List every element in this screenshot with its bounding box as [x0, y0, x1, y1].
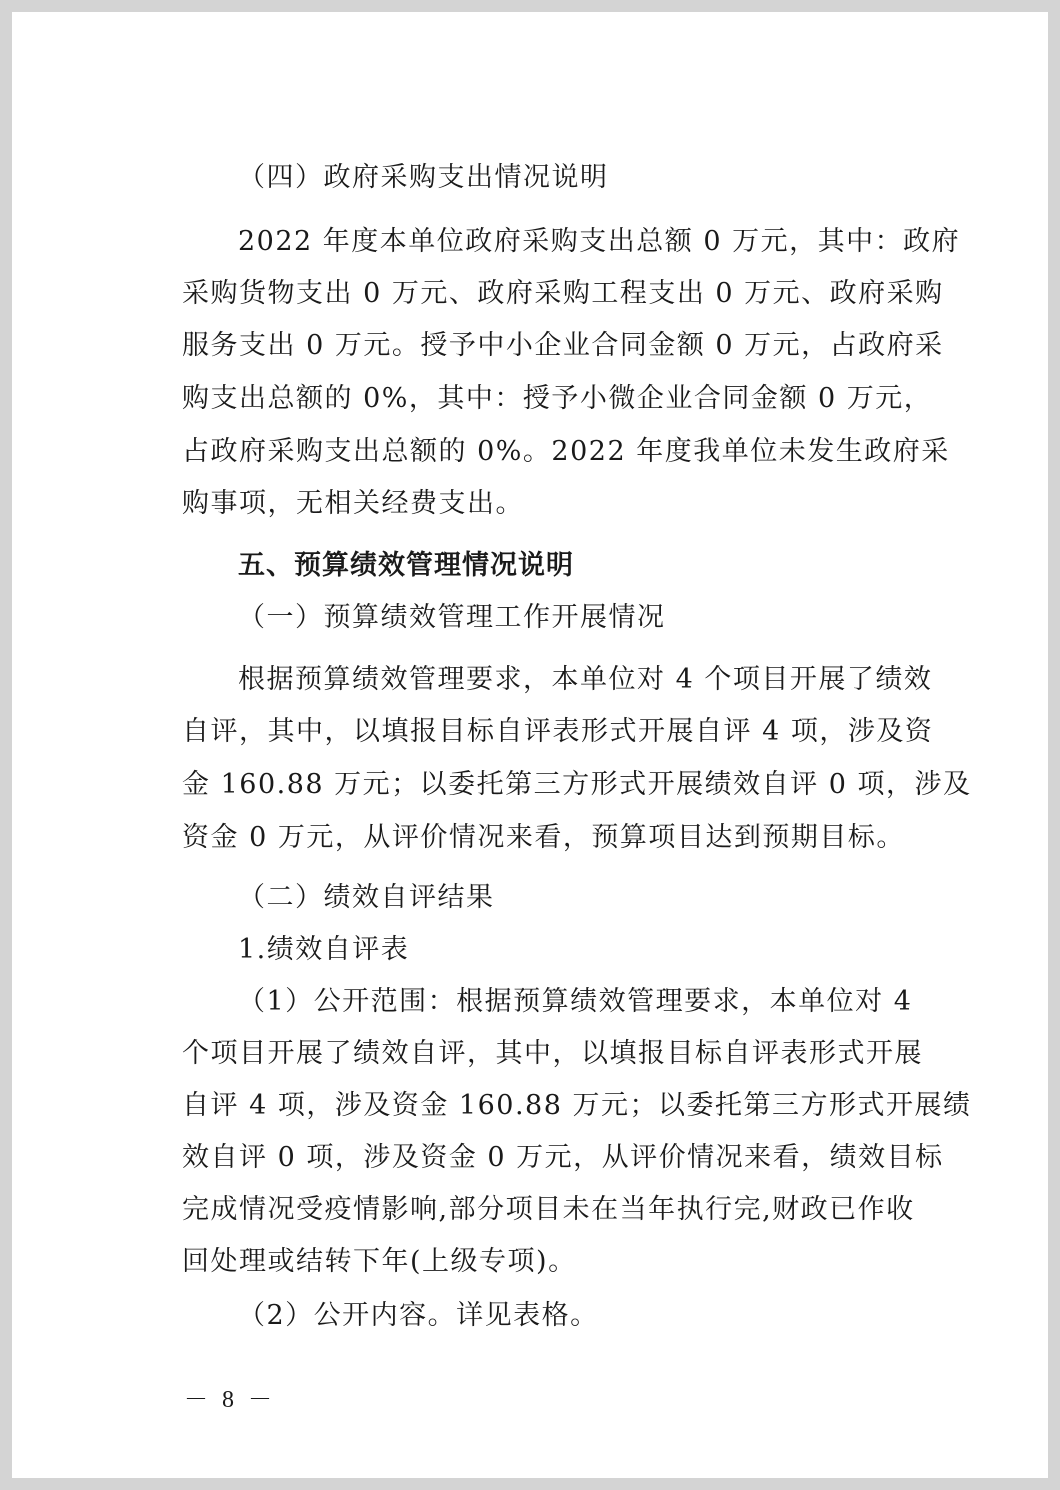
- paragraph-line: 服务支出 0 万元。授予中小企业合同金额 0 万元，占政府采: [182, 330, 944, 361]
- paragraph-line: 完成情况受疫情影响,部分项目未在当年执行完,财政已作收: [182, 1194, 915, 1225]
- paragraph-line: 金 160.88 万元；以委托第三方形式开展绩效自评 0 项，涉及: [182, 769, 972, 800]
- section-heading: （一）预算绩效管理工作开展情况: [238, 602, 666, 633]
- section-heading: （四）政府采购支出情况说明: [238, 162, 609, 193]
- paragraph-line: 根据预算绩效管理要求，本单位对 4 个项目开展了绩效: [238, 664, 933, 695]
- paragraph-line: 效自评 0 项，涉及资金 0 万元，从评价情况来看，绩效目标: [182, 1142, 944, 1173]
- paragraph-line: 2022 年度本单位政府采购支出总额 0 万元，其中：政府: [238, 226, 961, 257]
- paragraph-line: 占政府采购支出总额的 0%。2022 年度我单位未发生政府采: [182, 436, 950, 467]
- paragraph-line: 自评，其中，以填报目标自评表形式开展自评 4 项，涉及资: [182, 716, 934, 747]
- paragraph-line: 自评 4 项，涉及资金 160.88 万元；以委托第三方形式开展绩: [182, 1090, 972, 1121]
- paragraph-line: （2）公开内容。详见表格。: [238, 1300, 599, 1331]
- subsection-heading: 1.绩效自评表: [238, 934, 410, 965]
- paragraph-line: 购支出总额的 0%，其中：授予小微企业合同金额 0 万元，: [182, 383, 933, 414]
- chapter-heading: 五、预算绩效管理情况说明: [238, 550, 574, 581]
- page-number: － 8 －: [184, 1387, 276, 1413]
- paragraph-line: 资金 0 万元，从评价情况来看，预算项目达到预期目标。: [182, 822, 905, 853]
- paragraph-line: 个项目开展了绩效自评，其中，以填报目标自评表形式开展: [182, 1038, 923, 1069]
- document-page: [12, 12, 1048, 1478]
- paragraph-line: 采购货物支出 0 万元、政府采购工程支出 0 万元、政府采购: [182, 278, 944, 309]
- paragraph-line: 购事项，无相关经费支出。: [182, 488, 524, 519]
- section-heading: （二）绩效自评结果: [238, 882, 495, 913]
- paragraph-line: 回处理或结转下年(上级专项)。: [182, 1246, 577, 1277]
- paragraph-line: （1）公开范围：根据预算绩效管理要求，本单位对 4: [238, 986, 913, 1017]
